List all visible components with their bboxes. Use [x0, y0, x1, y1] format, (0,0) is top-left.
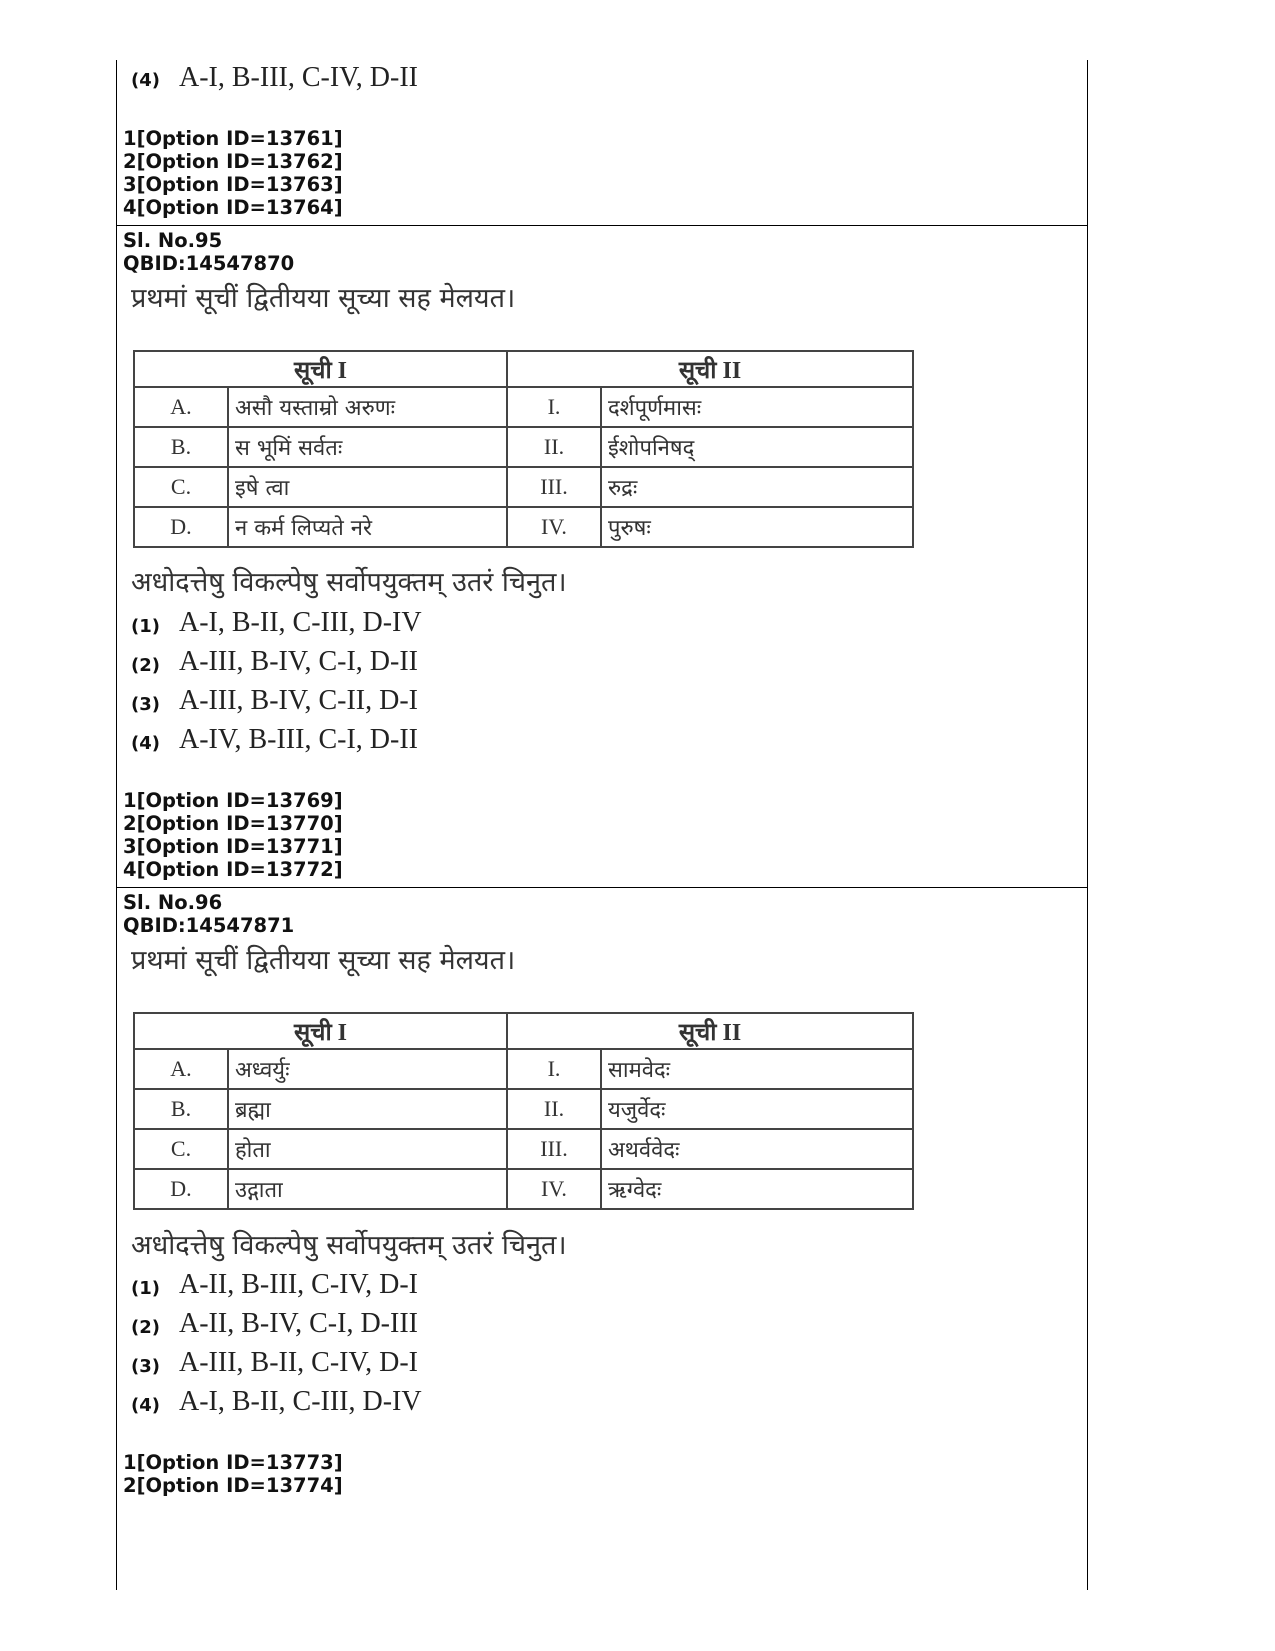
option-text: A-III, B-IV, C-I, D-II	[179, 646, 418, 677]
row-label: I.	[507, 1049, 601, 1089]
table-row	[134, 1089, 913, 1129]
option-id: 1[Option ID=13773]	[123, 1451, 343, 1474]
row-label: D.	[134, 507, 228, 547]
list-two-item: रुद्रः	[601, 467, 913, 507]
list-one-header: सूची I	[134, 1013, 507, 1049]
question-header	[123, 230, 294, 275]
option-id: 4[Option ID=13772]	[123, 858, 343, 881]
option-id: 3[Option ID=13763]	[123, 173, 343, 196]
option-number: (1)	[131, 1278, 160, 1299]
option-id: 4[Option ID=13764]	[123, 196, 343, 219]
row-label: C.	[134, 1129, 228, 1169]
list-two-item: यजुर्वेदः	[601, 1089, 913, 1129]
option-id: 3[Option ID=13771]	[123, 835, 343, 858]
row-label: III.	[507, 1129, 601, 1169]
qbid: QBID:14547871	[123, 913, 295, 937]
serial-number: Sl. No.95	[123, 229, 223, 252]
list-one-item: इषे त्वा	[228, 467, 507, 507]
list-one-item: अध्वर्युः	[228, 1049, 507, 1089]
list-one-item: होता	[228, 1129, 507, 1169]
option-number: (3)	[131, 1356, 160, 1377]
row-label: II.	[507, 427, 601, 467]
row-label: B.	[134, 427, 228, 467]
match-table	[133, 1012, 914, 1210]
list-two-header: सूची II	[507, 1013, 913, 1049]
list-one-item: असौ यस्ताम्रो अरुणः	[228, 387, 507, 427]
serial-number: Sl. No.96	[123, 891, 223, 914]
table-row	[134, 467, 913, 507]
option-number: (2)	[131, 655, 160, 676]
row-label: C.	[134, 467, 228, 507]
table-row	[134, 1169, 913, 1209]
list-two-header: सूची II	[507, 351, 913, 387]
table-row	[134, 427, 913, 467]
option-number: (4)	[131, 733, 160, 754]
list-two-item: अथर्ववेदः	[601, 1129, 913, 1169]
row-label: III.	[507, 467, 601, 507]
list-one-header: सूची I	[134, 351, 507, 387]
option-id-list	[123, 789, 343, 881]
option-id: 1[Option ID=13769]	[123, 789, 343, 812]
option-id: 1[Option ID=13761]	[123, 127, 343, 150]
table-row	[134, 507, 913, 547]
question-divider	[117, 225, 1087, 226]
option-text: A-III, B-II, C-IV, D-I	[179, 1347, 418, 1378]
list-one-item: स भूमिं सर्वतः	[228, 427, 507, 467]
question-prompt: प्रथमां सूचीं द्वितीयया सूच्या सह मेलयत।	[131, 945, 516, 976]
question-paper-frame	[116, 60, 1088, 1590]
option-text: A-IV, B-III, C-I, D-II	[179, 724, 418, 755]
option-number: (4)	[131, 1395, 160, 1416]
option-text: A-II, B-III, C-IV, D-I	[179, 1269, 418, 1300]
question-divider	[117, 887, 1087, 888]
option-id: 2[Option ID=13762]	[123, 150, 343, 173]
option-text: A-III, B-IV, C-II, D-I	[179, 685, 418, 716]
list-two-item: सामवेदः	[601, 1049, 913, 1089]
table-row	[134, 1129, 913, 1169]
option-number: (4)	[131, 70, 160, 91]
option-text: A-I, B-III, C-IV, D-II	[179, 62, 418, 93]
row-label: IV.	[507, 1169, 601, 1209]
option-text: A-II, B-IV, C-I, D-III	[179, 1308, 418, 1339]
option-number: (2)	[131, 1317, 160, 1338]
option-text: A-I, B-II, C-III, D-IV	[179, 607, 422, 638]
list-one-item: उद्गाता	[228, 1169, 507, 1209]
option-id-list	[123, 1451, 343, 1497]
list-two-item: ऋग्वेदः	[601, 1169, 913, 1209]
table-row	[134, 1049, 913, 1089]
row-label: B.	[134, 1089, 228, 1129]
option-id-list	[123, 127, 343, 219]
option-number: (3)	[131, 694, 160, 715]
row-label: A.	[134, 387, 228, 427]
row-label: I.	[507, 387, 601, 427]
qbid: QBID:14547870	[123, 251, 295, 275]
row-label: II.	[507, 1089, 601, 1129]
list-two-item: पुरुषः	[601, 507, 913, 547]
option-id: 2[Option ID=13770]	[123, 812, 343, 835]
table-row	[134, 387, 913, 427]
match-table	[133, 350, 914, 548]
option-number: (1)	[131, 616, 160, 637]
list-two-item: ईशोपनिषद्	[601, 427, 913, 467]
row-label: D.	[134, 1169, 228, 1209]
list-one-item: न कर्म लिप्यते नरे	[228, 507, 507, 547]
option-text: A-I, B-II, C-III, D-IV	[179, 1386, 422, 1417]
question-instruction: अधोदत्तेषु विकल्पेषु सर्वोपयुक्तम् उतरं चिनुत।	[131, 1230, 567, 1261]
question-header	[123, 892, 294, 937]
question-prompt: प्रथमां सूचीं द्वितीयया सूच्या सह मेलयत।	[131, 283, 516, 314]
list-two-item: दर्शपूर्णमासः	[601, 387, 913, 427]
row-label: IV.	[507, 507, 601, 547]
option-id: 2[Option ID=13774]	[123, 1474, 343, 1497]
list-one-item: ब्रह्मा	[228, 1089, 507, 1129]
row-label: A.	[134, 1049, 228, 1089]
question-instruction: अधोदत्तेषु विकल्पेषु सर्वोपयुक्तम् उतरं चिनुत।	[131, 567, 567, 598]
